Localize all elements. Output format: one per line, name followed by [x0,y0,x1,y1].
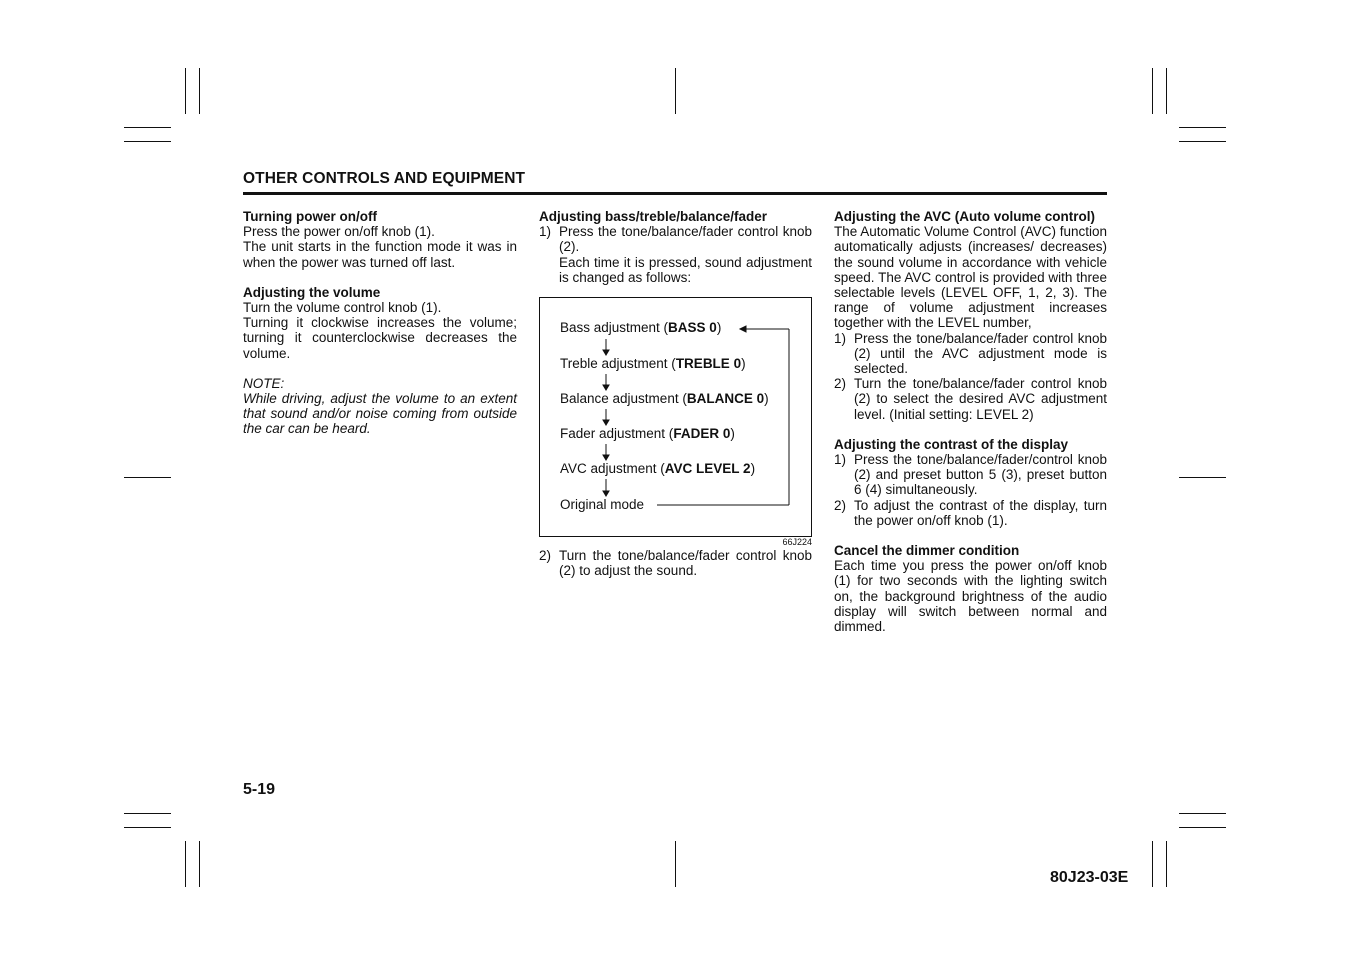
diagram-item-treble: Treble adjustment (TREBLE 0) [560,356,746,372]
diagram-item-original: Original mode [560,497,645,513]
step-2-text: Turn the tone/balance/fader control knob (2) to adjust the sound. [559,548,812,579]
contrast-step-2: 2) To adjust the contrast of the display, turn the power on/off knob (1). [834,497,1107,528]
column-2 [539,209,812,578]
avc-step-1: 1) Press the tone/balance/fader control knob (2) until the AVC adjustment mode is selected. [834,330,1107,377]
power-heading: Turning power on/off [243,209,377,224]
volume-text-2: Turning it clockwise increases the volume; turning it counterclockwise decreases the volume. [243,315,517,361]
diagram-item-fader: Fader adjustment (FADER 0) [560,426,735,442]
document-code: 80J23-03E [1050,869,1129,886]
dimmer-text: Each time you press the power on/off knob (1) for two seconds with the lighting switch on, the background brightness of the audio display will switch between normal and dimmed. [834,558,1107,635]
sound-adjust-heading: Adjusting bass/treble/balance/fader [539,209,768,224]
step-1-text: Press the tone/balance/fader control knob (2). [559,224,812,255]
contrast-heading: Adjusting the contrast of the display [834,436,1069,452]
step-1: 1) Press the tone/balance/fader control knob (2). Each time it is pressed, sound adjustment is changed as follows: [539,224,812,285]
note-label: NOTE: [243,375,285,391]
diagram-arrows [540,298,811,536]
power-text-2: The unit starts in the function mode it was in when the power was turned off last. [243,239,517,270]
avc-text: The Automatic Volume Control (AVC) function automatically adjusts (increases/ decreases) the sound volume in accordance with vehicle speed. The AVC control is provided with three selectable levels (LEVEL OFF, 1, 2, 3). The range of volume adjustment increases together with the LEVEL number, [834,224,1107,331]
step-2: 2) Turn the tone/balance/fader control knob (2) to adjust the sound. [539,548,812,579]
section-title: OTHER CONTROLS AND EQUIPMENT [243,170,526,187]
sound-adjustment-diagram [539,297,812,537]
step-1-subtext: Each time it is pressed, sound adjustment is changed as follows: [559,254,812,285]
column-3 [834,209,1107,634]
volume-heading: Adjusting the volume [243,284,381,300]
note-text: While driving, adjust the volume to an extent that sound and/or noise coming from outside the car can be heard. [243,391,517,437]
header-rule [243,192,1107,195]
figure-code: 66J224 [782,537,812,548]
diagram-item-bass: Bass adjustment (BASS 0) [560,320,722,336]
diagram-item-balance: Balance adjustment (BALANCE 0) [560,391,769,407]
diagram-item-avc: AVC adjustment (AVC LEVEL 2) [560,461,756,477]
page-number: 5-19 [243,781,276,798]
dimmer-heading: Cancel the dimmer condition [834,543,1020,559]
power-text-1: Press the power on/off knob (1). [243,224,435,240]
volume-text-1: Turn the volume control knob (1). [243,300,442,316]
avc-heading: Adjusting the AVC (Auto volume control) [834,209,1095,224]
contrast-step-1: 1) Press the tone/balance/fader/control knob (2) and preset button 5 (3), preset button 6 (4) simultaneously. [834,452,1107,498]
column-1 [243,209,517,437]
avc-step-2: 2) Turn the tone/balance/fader control knob (2) to select the desired AVC adjustment level. (Initial setting: LEVEL 2) [834,376,1107,422]
